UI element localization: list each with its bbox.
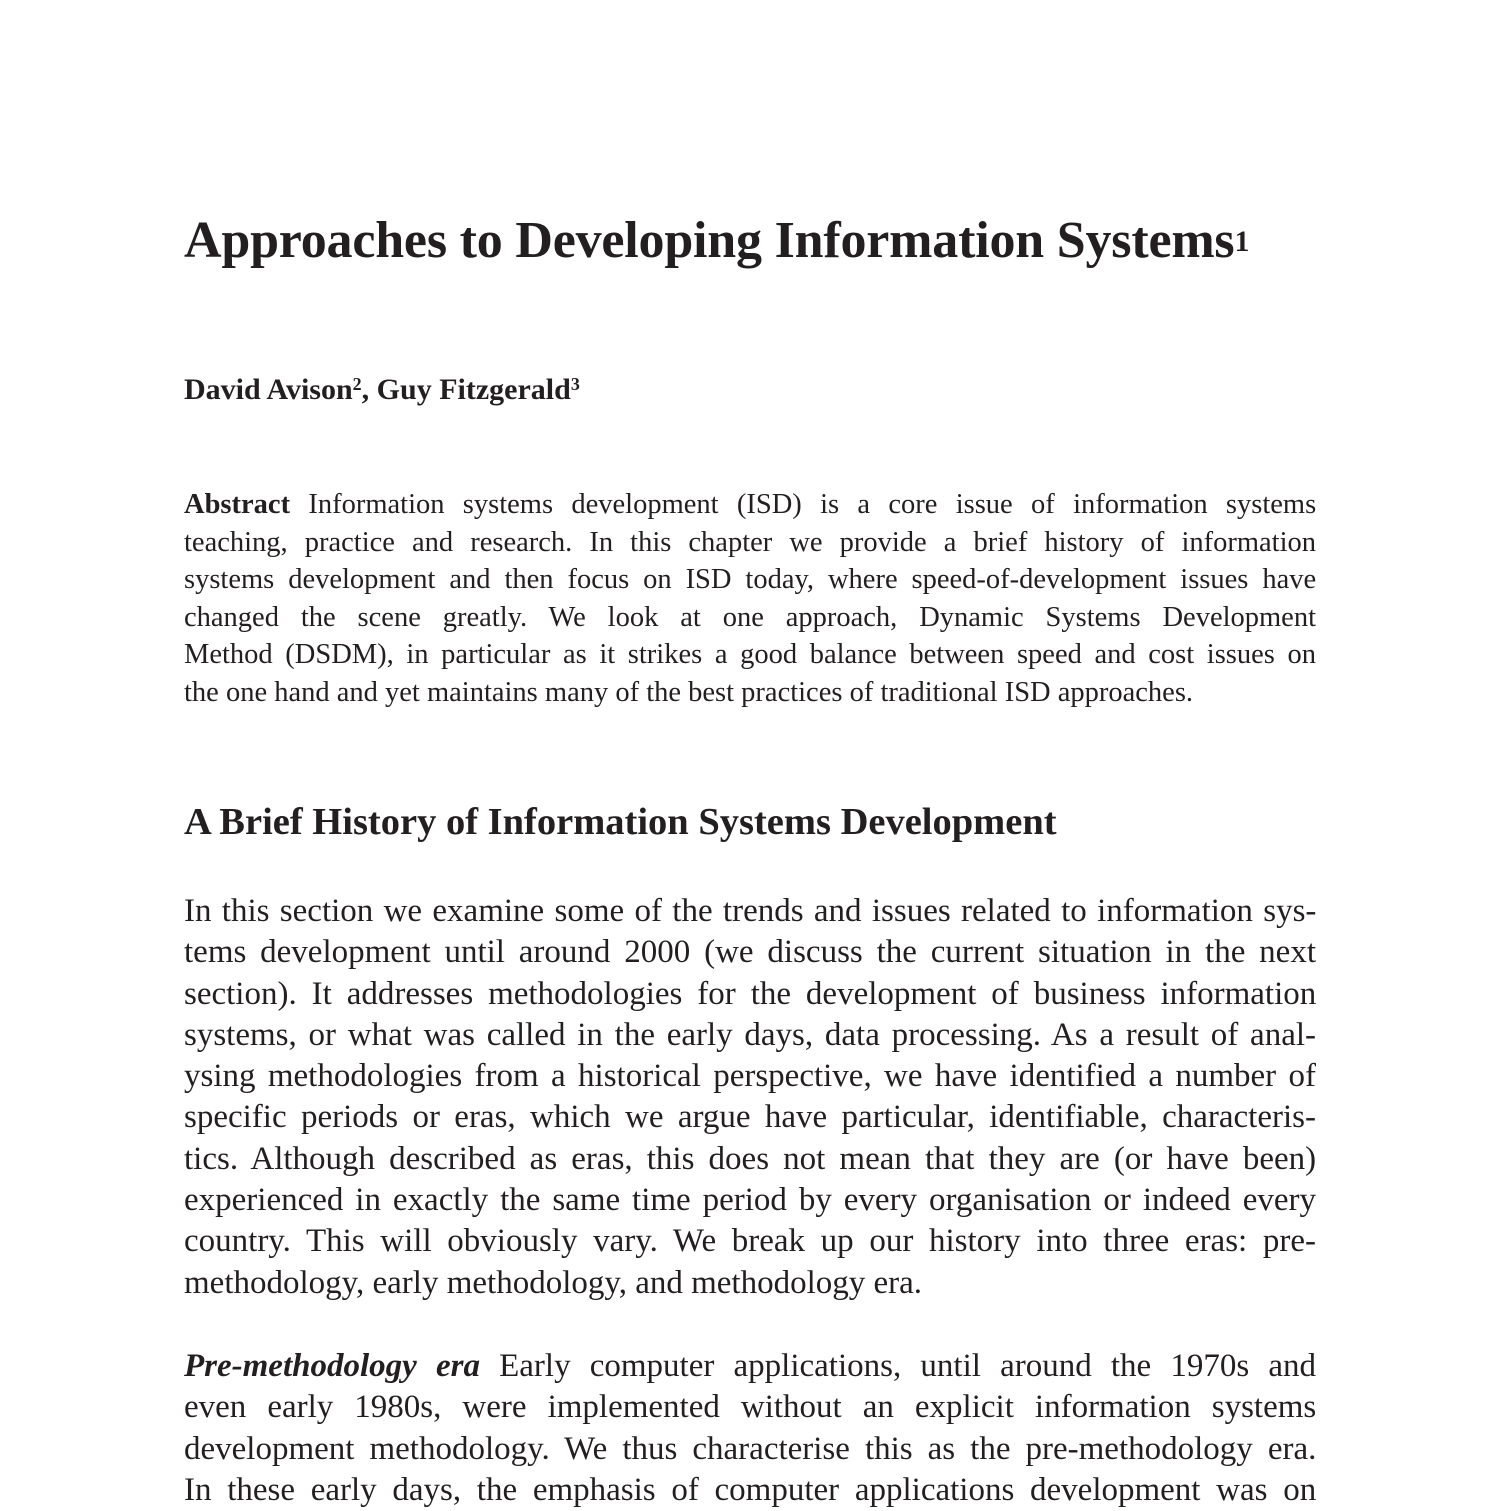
abstract-line: systems development and then focus on ISD today, where speed-of-development issues have xyxy=(184,564,1317,596)
paragraph-line: country. This will obviously vary. We break up our history into three eras: pre- xyxy=(184,1223,1316,1260)
abstract-line: the one hand and yet maintains many of the best practices of traditional ISD approaches. xyxy=(184,676,1194,708)
author-footnote-marker[interactable]: 3 xyxy=(570,374,580,394)
author-separator: , xyxy=(361,373,377,406)
body-paragraph-pre-methodology-era xyxy=(184,1346,1316,1511)
title-footnote-marker[interactable]: 1 xyxy=(1234,225,1250,258)
abstract-line: Method (DSDM), in particular as it strikes a good balance between speed and cost issues on xyxy=(184,639,1316,671)
paragraph-line: Pre-methodology era Early computer applications, until around the 1970s and xyxy=(184,1348,1316,1384)
title-text: Approaches to Developing Information Systems xyxy=(184,212,1235,269)
paragraph-line: systems, or what was called in the early days, data processing. As a result of anal- xyxy=(184,1016,1316,1053)
abstract-line: Abstract Information systems development (ISD) is a core issue of information systems xyxy=(184,489,1317,520)
paragraph-line: ysing methodologies from a historical perspective, we have identified a number of xyxy=(184,1058,1316,1095)
author-name: David Avison xyxy=(184,373,353,406)
paragraph-line: tics. Although described as eras, this does not mean that they are (or have been) xyxy=(184,1140,1317,1177)
abstract-line: teaching, practice and research. In this chapter we provide a brief history of information xyxy=(184,526,1316,558)
paragraph-line: section). It addresses methodologies for the development of business information xyxy=(184,975,1317,1012)
paragraph-line: even early 1980s, were implemented without an explicit information systems xyxy=(184,1389,1317,1426)
abstract xyxy=(184,486,1316,712)
author-footnote-marker[interactable]: 2 xyxy=(352,374,362,394)
paragraph-line: tems development until around 2000 (we discuss the current situation in the next xyxy=(184,934,1316,971)
abstract-line: changed the scene greatly. We look at one approach, Dynamic Systems Development xyxy=(184,601,1316,633)
body-paragraph xyxy=(184,891,1316,1304)
era-label: Pre-methodology era xyxy=(184,1348,480,1384)
paragraph-line: methodology, early methodology, and methodology era. xyxy=(184,1264,923,1301)
paragraph-line: development methodology. We thus characterise this as the pre-methodology era. xyxy=(184,1430,1317,1467)
paragraph-line: In these early days, the emphasis of computer applications development was on xyxy=(184,1471,1317,1508)
paragraph-line: experienced in exactly the same time period by every organisation or indeed every xyxy=(184,1182,1316,1219)
abstract-label: Abstract xyxy=(184,489,291,520)
section-heading: A Brief History of Information Systems Development xyxy=(184,801,1057,843)
paragraph-line: specific periods or eras, which we argue have particular, identifiable, characteris- xyxy=(184,1099,1316,1136)
document-title xyxy=(184,208,1249,281)
author-list xyxy=(184,370,580,410)
author-name: Guy Fitzgerald xyxy=(376,373,571,406)
paragraph-line: In this section we examine some of the trends and issues related to information sys- xyxy=(184,893,1317,929)
